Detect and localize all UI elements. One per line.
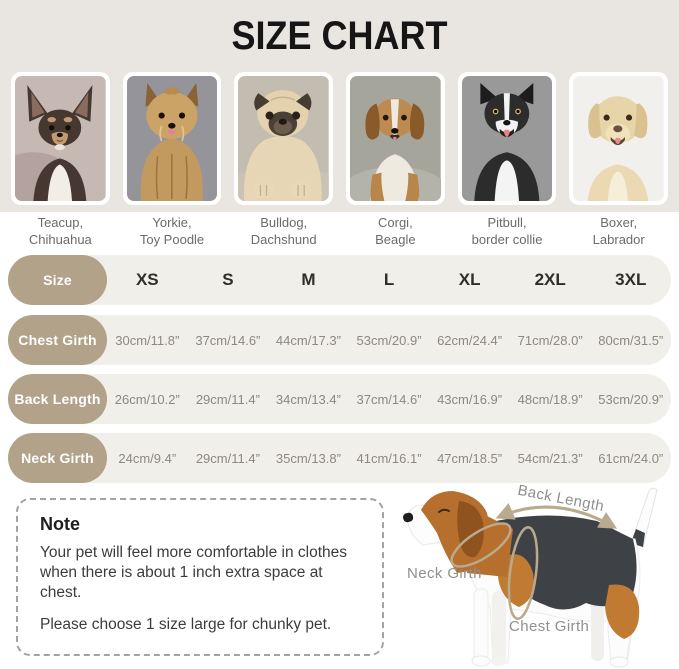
measurement-diagram: [395, 481, 679, 669]
yorkie-dog-photo-icon: [127, 76, 218, 201]
back-length-xs: 26cm/10.2”: [114, 391, 180, 407]
dog-photo-yorkie: [123, 72, 222, 205]
note-box: [16, 498, 384, 656]
size-3xl: 3XL: [615, 270, 647, 289]
note-paragraph-chunky: Please choose 1 size large for chunky pet.: [40, 616, 332, 634]
neck-girth-l: 41cm/16.1”: [356, 450, 422, 466]
row-header-back-length: Back Length: [8, 374, 107, 424]
size-m: M: [301, 270, 316, 289]
neck-girth-xl: 47cm/18.5”: [437, 450, 503, 466]
dog-photo-border-collie: [458, 72, 557, 205]
table-row-back-length: [8, 374, 671, 424]
size-xl: XL: [458, 270, 481, 289]
breed-label-corgi: Corgi, Beagle: [375, 215, 416, 247]
back-length-l: 37cm/14.6”: [356, 391, 422, 407]
labrador-dog-photo-icon: [573, 76, 664, 201]
table-row-chest-girth: [8, 315, 671, 365]
border-collie-dog-photo-icon: [462, 76, 553, 201]
chest-girth-m: 44cm/17.3”: [275, 332, 341, 348]
chest-girth-2xl: 71cm/28.0”: [517, 332, 583, 348]
dog-photos-row: [11, 72, 668, 205]
pug-dog-photo-icon: [238, 76, 329, 201]
size-xs: XS: [135, 270, 159, 289]
note-paragraph-comfort: Your pet will feel more comfortable in clothes when there is about 1 inch extra space at chest.: [40, 544, 347, 602]
neck-girth-label: Neck Girth: [407, 565, 482, 582]
breed-label-bulldog: Bulldog, Dachshund: [250, 215, 317, 247]
beagle-dog-photo-icon: [350, 76, 441, 201]
dog-photo-labrador: [569, 72, 668, 205]
note-heading: Note: [40, 514, 80, 534]
chest-girth-xl: 62cm/24.4”: [437, 332, 503, 348]
back-length-s: 29cm/11.4”: [195, 391, 260, 407]
dog-photo-chihuahua: [11, 72, 110, 205]
page-title: SIZE CHART: [231, 14, 448, 58]
chest-girth-3xl: 80cm/31.5”: [598, 332, 664, 348]
row-header-size: Size: [8, 255, 107, 305]
neck-girth-2xl: 54cm/21.3”: [517, 450, 583, 466]
row-header-chest-girth: Chest Girth: [8, 315, 107, 365]
size-s: S: [222, 270, 234, 289]
chest-girth-label: Chest Girth: [509, 618, 590, 635]
back-length-label: Back Length: [516, 481, 606, 516]
breed-label-chihuahua: Teacup, Chihuahua: [28, 215, 92, 247]
breed-labels-row: [11, 213, 668, 249]
chest-girth-l: 53cm/20.9”: [356, 332, 422, 348]
back-length-3xl: 53cm/20.9”: [598, 391, 664, 407]
chest-girth-s: 37cm/14.6”: [195, 332, 261, 348]
size-l: L: [383, 270, 395, 289]
neck-girth-m: 35cm/13.8”: [275, 450, 341, 466]
row-header-neck-girth: Neck Girth: [8, 433, 107, 483]
dog-photo-beagle: [346, 72, 445, 205]
size-2xl: 2XL: [534, 270, 566, 289]
chihuahua-dog-photo-icon: [15, 76, 106, 201]
back-length-2xl: 48cm/18.9”: [517, 391, 583, 407]
neck-girth-s: 29cm/11.4”: [195, 450, 260, 466]
breed-label-pitbull: Pitbull, border collie: [471, 215, 543, 247]
table-row-size: [8, 255, 671, 305]
back-length-xl: 43cm/16.9”: [437, 391, 503, 407]
table-row-neck-girth: [8, 433, 671, 483]
neck-girth-xs: 24cm/9.4”: [118, 450, 177, 466]
dog-photo-pug: [234, 72, 333, 205]
neck-girth-3xl: 61cm/24.0”: [598, 450, 664, 466]
breed-label-yorkie: Yorkie, Toy Poodle: [139, 215, 205, 247]
breed-label-boxer: Boxer, Labrador: [592, 215, 645, 247]
chest-girth-xs: 30cm/11.8”: [115, 332, 180, 348]
back-length-m: 34cm/13.4”: [275, 391, 341, 407]
